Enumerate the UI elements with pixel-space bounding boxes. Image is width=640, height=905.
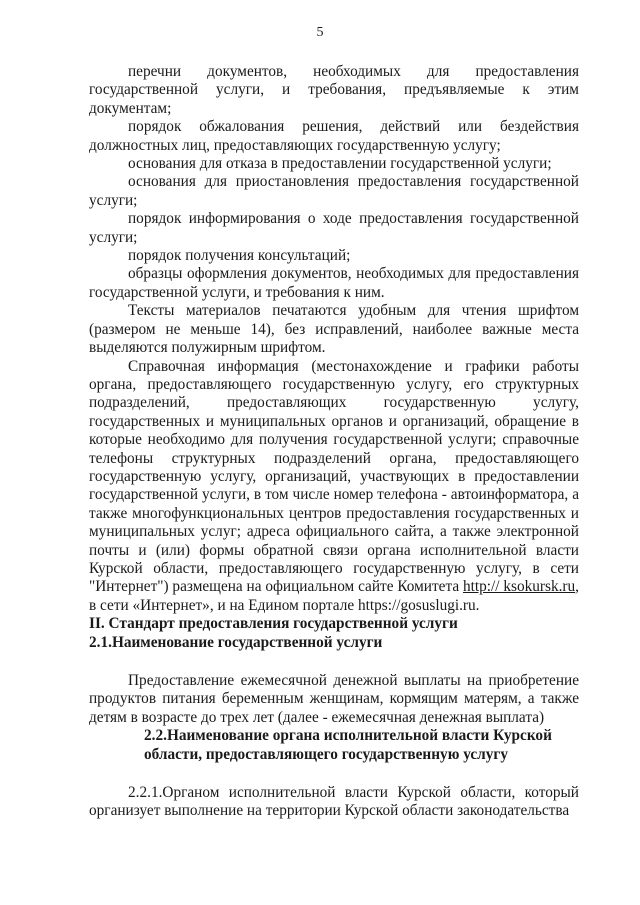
paragraph-font-requirements: Тексты материалов печатаются удобным для чтения шрифтом (размером не меньше 14), без исправлений, наиболее важные места выделяются полужирным шрифтом. (89, 302, 579, 357)
committee-site-link[interactable]: http:// ksokursk.ru (462, 578, 576, 596)
paragraph-reference-info (89, 358, 579, 616)
subsection-heading-authority-line2: области, предоставляющего государственную услугу (144, 745, 509, 763)
paragraph-appeal-procedure: порядок обжалования решения, действий или бездействия должностных лиц, предоставляющих государственную услугу; (89, 118, 579, 154)
page-number: 5 (316, 25, 324, 40)
paragraph-suspension-grounds: основания для приостановления предоставления государственной услуги; (89, 173, 579, 209)
paragraph-documents-list: перечни документов, необходимых для предоставления государственной услуги, и требования, предъявляемые к этим документам; (89, 63, 579, 117)
section-heading-standard: II. Стандарт предоставления государственной услуги (89, 615, 458, 633)
reference-info-tail: , в сети «Интернет», и на Едином портале https://gosuslugi.ru. (89, 578, 579, 614)
reference-info-text: Справочная информация (местонахождение и графики работы органа, предоставляющего государственную услугу, его структурных подразделений, предоставляющих государственную услугу, государственных и муниципальных органов и организаций, обращение в которые необходимо для получения государственной услуги; справочные телефоны структурных подразделений органа, предоставляющего государственную услугу, организаций, участвующих в предоставлении государственной услуги, в том числе номер телефона - автоинформатора, а также многофункциональных центров предоставления государственных и муниципальных услуг; адреса официального сайта, а также электронной почты и (или) формы обратной связи органа исполнительной власти Курской области, предоставляющего государственную услугу, в сети "Интернет") размещена на официальном сайте Комитета (89, 357, 579, 596)
paragraph-authority: 2.2.1.Органом исполнительной власти Курской области, который организует выполнение на территории Курской области законодательства (89, 784, 579, 820)
paragraph-consultations: порядок получения консультаций; (128, 247, 351, 265)
subsection-heading-service-name: 2.1.Наименование государственной услуги (89, 633, 383, 651)
paragraph-document-samples: образцы оформления документов, необходимых для предоставления государственной услуги, и требования к ним. (89, 265, 579, 301)
paragraph-refusal-grounds: основания для отказа в предоставлении государственной услуги; (128, 155, 552, 173)
document-body (89, 63, 579, 821)
paragraph-service-name: Предоставление ежемесячной денежной выплаты на приобретение продуктов питания беременным женщинам, кормящим матерям, а также детям в возрасте до трех лет (далее - ежемесячная денежная выплата) (89, 672, 579, 726)
paragraph-progress-info: порядок информирования о ходе предоставления государственной услуги; (89, 210, 579, 246)
subsection-heading-authority-line1: 2.2.Наименование органа исполнительной власти Курской (144, 727, 552, 745)
